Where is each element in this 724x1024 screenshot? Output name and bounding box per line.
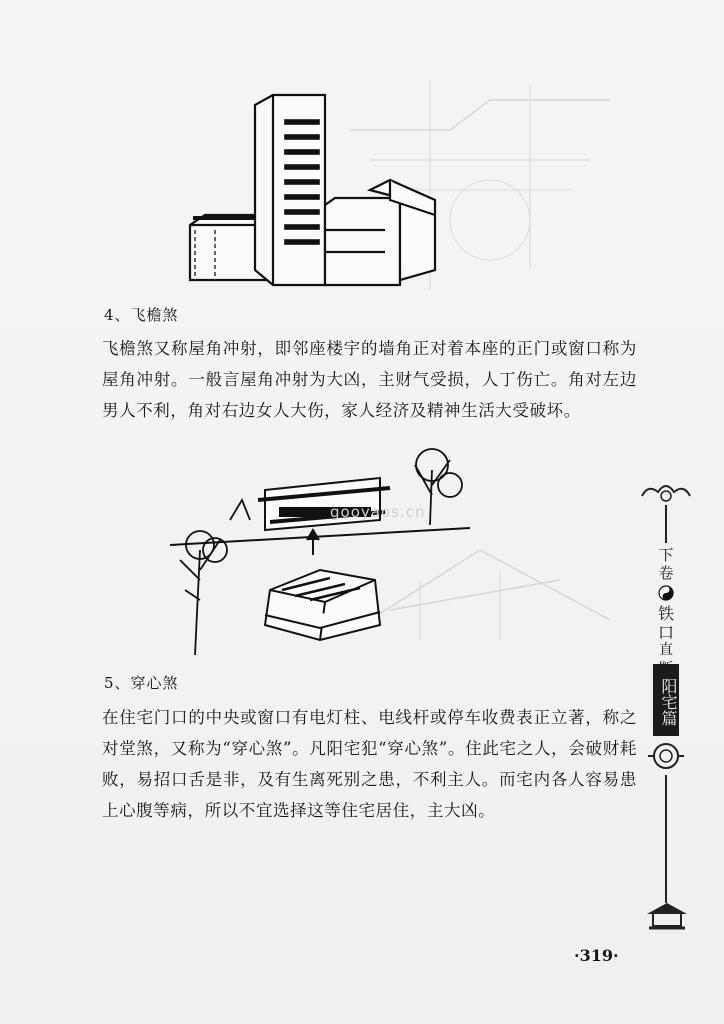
side-rule-top [665, 505, 667, 543]
piercing-heart-illustration [170, 430, 470, 660]
flying-eave-illustration [185, 90, 465, 290]
side-char-2: 口 [657, 623, 674, 642]
section-5-heading: 5、穿心煞 [104, 674, 179, 692]
page-number: ·319· [574, 946, 619, 965]
side-vol-label: 下卷 [658, 546, 674, 582]
watermark: gooyaos.cn [330, 503, 426, 521]
side-section-box: 阳宅篇 [653, 664, 679, 736]
side-char-3: 直 [659, 642, 673, 658]
pavilion-ornament-icon [645, 900, 689, 932]
yin-yang-icon [658, 585, 674, 601]
section-4-paragraph: 飞檐煞又称屋角冲射，即邻座楼宇的墙角正对着本座的正门或窗口称为屋角冲射。一般言屋角冲射为大凶，主财气受损，人丁伤亡。角对左边男人不利，角对右边女人大伤，家人经济及精神生活大受破坏。 [102, 339, 637, 420]
side-rule-bottom [665, 775, 667, 903]
medallion-ornament-icon [645, 738, 687, 774]
side-char-1: 铁 [657, 604, 674, 623]
section-4-heading: 4、飞檐煞 [104, 306, 179, 324]
section-5-paragraph: 在住宅门口的中央或窗口有电灯柱、电线杆或停车收费表正立著，称之对堂煞，又称为“穿心煞”。凡阳宅犯“穿心煞”。住此宅之人，会破财耗败，易招口舌是非，及有生离死别之患，不利主人。而宅内各人容易患上心腹等病，所以不宜选择这等住宅居住，主大凶。 [102, 708, 637, 820]
cloud-ornament-icon [638, 478, 694, 508]
